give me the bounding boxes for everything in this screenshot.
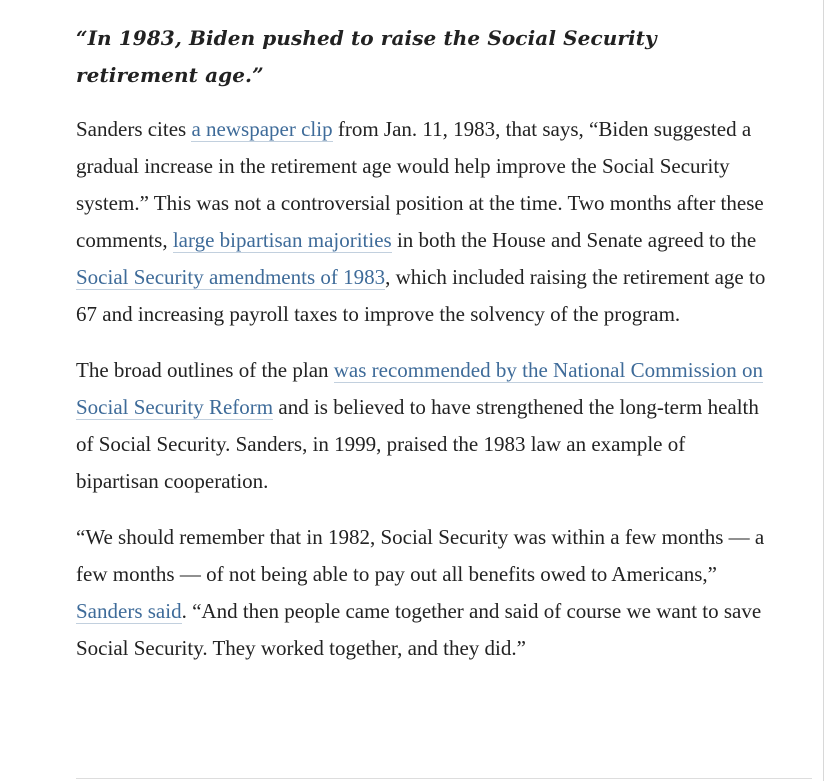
article-body bbox=[76, 20, 766, 686]
social-security-amendments-link[interactable]: Social Security amendments of 1983 bbox=[76, 265, 386, 289]
paragraph-text: The broad outlines of the plan bbox=[76, 358, 334, 382]
sanders-said-link[interactable]: Sanders said bbox=[76, 599, 182, 623]
claim-heading: “In 1983, Biden pushed to raise the Social Security retirement age.” bbox=[76, 26, 657, 87]
national-commission-link[interactable]: was recommended by the National Commission on Social Security Reform bbox=[76, 358, 764, 419]
paragraph-text: and is believed to have strengthened the long-term health of Social Security. Sanders, in 1999, praised the 1983 law an example of bipartisan cooperation. bbox=[76, 395, 759, 493]
bottom-divider bbox=[76, 778, 812, 779]
paragraph-1 bbox=[76, 111, 766, 333]
newspaper-clip-link[interactable]: a newspaper clip bbox=[191, 117, 333, 141]
right-edge-frame bbox=[823, 0, 837, 781]
paragraph-text: in both the House and Senate agreed to the bbox=[391, 228, 757, 252]
paragraph-text: . “And then people came together and said of course we want to save Social Security. They worked together, and they did.” bbox=[76, 599, 762, 660]
paragraph-text: Sanders cites bbox=[76, 117, 192, 141]
paragraph-text: , which included raising the retirement age to 67 and increasing payroll taxes to improve the solvency of the program. bbox=[76, 265, 766, 326]
paragraph-2 bbox=[76, 352, 766, 500]
paragraph-3 bbox=[76, 519, 766, 667]
paragraph-text: from Jan. 11, 1983, that says, “Biden suggested a gradual increase in the retirement age would help improve the Social Security system.” This was not a controversial position at the time. Two months after these comments, bbox=[76, 117, 764, 252]
bipartisan-majorities-link[interactable]: large bipartisan majorities bbox=[172, 228, 392, 252]
paragraph-text: “We should remember that in 1982, Social Security was within a few months — a few months — of not being able to pay out all benefits owed to Americans,” bbox=[76, 525, 765, 586]
